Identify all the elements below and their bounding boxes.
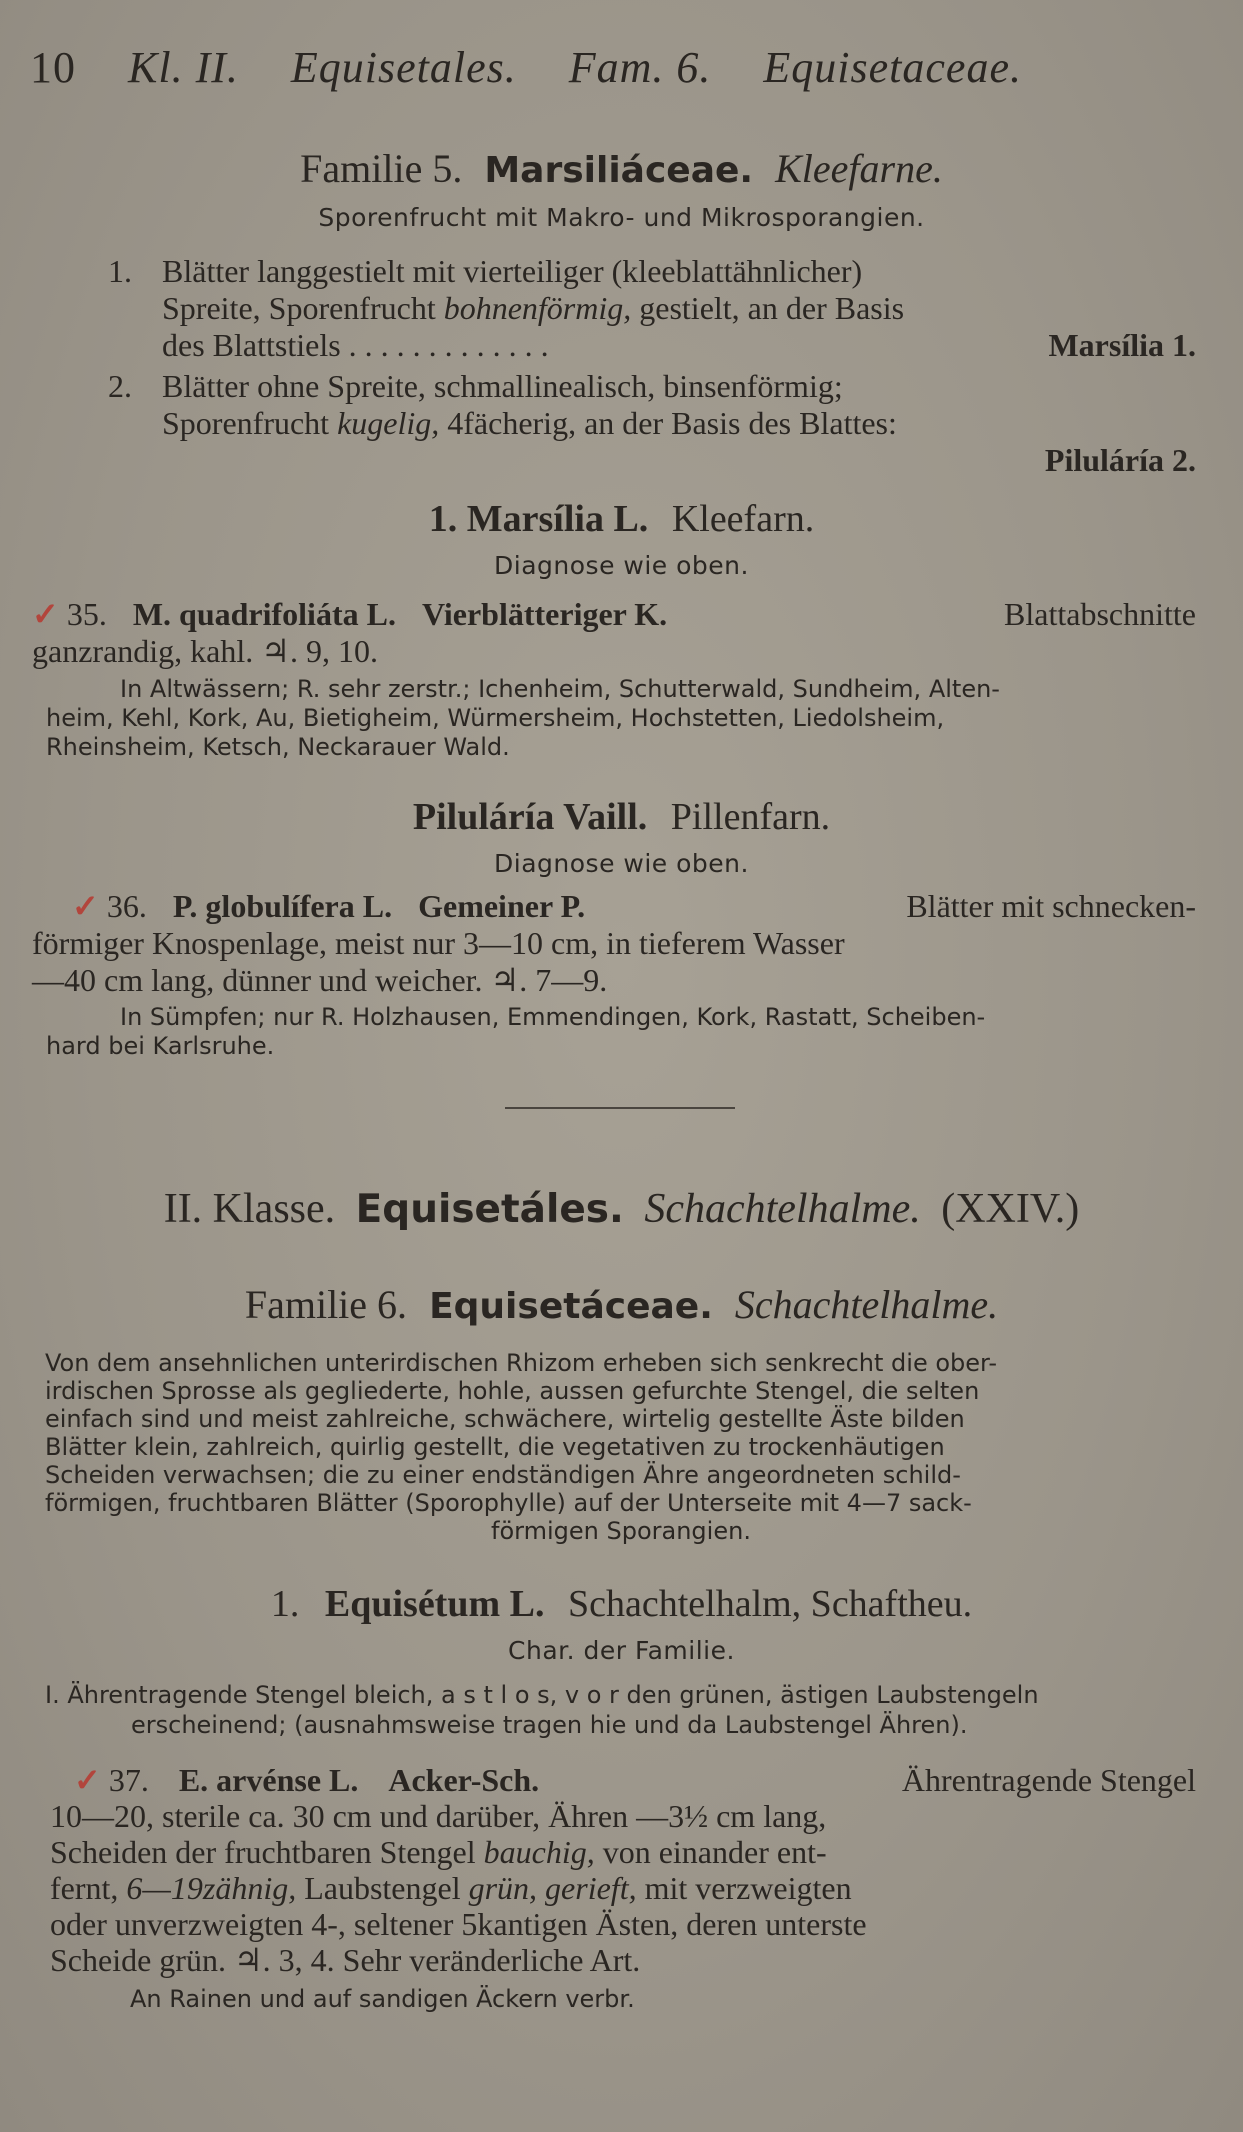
key-line: Blätter ohne Spreite, schmallinealisch, binsenförmig; [162, 368, 843, 404]
key-line: Blätter langgestielt mit vierteiliger (kleeblattähnlicher) [162, 253, 863, 289]
locality-line: Rheinsheim, Ketsch, Neckarauer Wald. [46, 733, 510, 761]
genus-pilularia-heading [0, 795, 1243, 839]
checkmark-icon: ✓ [72, 888, 99, 924]
species-36-localities [32, 1003, 1196, 1061]
species-line: —40 cm lang, dünner und weicher. ♃. 7—9. [32, 962, 608, 998]
locality-line: hard bei Karlsruhe. [46, 1032, 275, 1060]
genus-common: Kleefarn. [671, 498, 815, 540]
locality-line: In Sümpfen; nur R. Holzhausen, Emmendingen, Kork, Rastatt, Scheiben- [120, 1003, 986, 1031]
species-36 [32, 888, 1196, 999]
genus-character: Char. der Familie. [508, 1636, 735, 1665]
species-line: oder unverzweigten 4-, seltener 5kantigen Ästen, deren unterste [50, 1906, 867, 1942]
species-37-locality: An Rainen und auf sandigen Äckern verbr. [130, 1985, 635, 2013]
family-5-common: Kleefarne. [775, 146, 943, 191]
genus-common: Schachtelhalm, Schaftheu. [567, 1583, 973, 1625]
species-line: förmiger Knospenlage, meist nur 3—10 cm, in tieferem Wasser [32, 925, 845, 961]
equisetum-key [45, 1680, 1197, 1740]
key-line: I. Ährentragende Stengel bleich, a s t l o s, v o r den grünen, ästigen Laubstengeln [45, 1681, 1039, 1709]
emphasis: grün, [468, 1870, 538, 1906]
checkmark-icon: ✓ [32, 596, 59, 632]
emphasis: bauchig, [483, 1834, 595, 1870]
species-line: 10—20, sterile ca. 30 cm und darüber, Ähren —3½ cm lang, [50, 1798, 827, 1834]
genus-name: Piluláría Vaill. [412, 796, 648, 838]
species-35 [32, 596, 1196, 670]
emphasis: bohnenförmig, [443, 290, 632, 326]
header-family-name: Equisetaceae. [763, 43, 1022, 92]
class-heading [0, 1185, 1243, 1233]
species-line: ✓ 37. E. arvénse L. Acker-Sch. Ährentragende Stengel [74, 1762, 1196, 1798]
header-family-abbr: Fam. 6. [568, 43, 712, 92]
species-line: ✓ 35. M. quadrifoliáta L. Vierblätteriger K. Blattabschnitte [32, 596, 1196, 632]
key-line: erscheinend; (ausnahmsweise tragen hie und da Laubstengel Ähren). [131, 1711, 968, 1739]
genus-name: 1. Marsília L. [428, 498, 649, 540]
page-number: 10 [30, 43, 76, 92]
species-name: M. quadrifoliáta L. [132, 596, 396, 632]
genus-diagnosis: Diagnose wie oben. [494, 849, 749, 878]
genus-marsilia-heading [0, 497, 1243, 541]
family-5-heading [0, 145, 1243, 192]
species-name: P. globulífera L. [172, 888, 393, 924]
emphasis: 6—19zähnig, [126, 1870, 297, 1906]
species-line: Scheide grün. ♃. 3, 4. Sehr veränderliche Art. [50, 1942, 641, 1978]
species-37 [50, 1762, 1196, 1978]
description-line: einfach sind und meist zahlreiche, schwächere, wirtelig gestellte Äste bilden [45, 1405, 965, 1433]
family-5-name: Marsiliáceae. [484, 150, 754, 191]
genus-number: 1. [270, 1583, 300, 1625]
header-class-abbr: Kl. II. [128, 43, 239, 92]
description-line: irdischen Sprosse als gegliederte, hohle, aussen gefurchte Stengel, die selten [45, 1377, 980, 1405]
locality-line: heim, Kehl, Kork, Au, Bietigheim, Würmersheim, Hochstetten, Liedolsheim, [46, 704, 945, 732]
class-common: Schachtelhalme. [644, 1186, 921, 1232]
species-line: ✓ 36. P. globulífera L. Gemeiner P. Blätter mit schnecken- [72, 888, 1196, 924]
species-number: 37. [108, 1762, 149, 1798]
species-line: ganzrandig, kahl. ♃. 9, 10. [32, 633, 378, 669]
key-item-2 [108, 368, 1196, 479]
description-line: Von dem ansehnlichen unterirdischen Rhizom erheben sich senkrecht die ober- [45, 1349, 998, 1377]
family-6-description [45, 1349, 1197, 1545]
key-result-genus: Piluláría 2. [1044, 442, 1196, 478]
genus-equisetum-heading [0, 1582, 1243, 1626]
key-number: 1. [108, 253, 132, 289]
key-item-1 [108, 253, 1196, 364]
genus-name: Equisétum L. [324, 1583, 545, 1625]
species-35-localities [32, 675, 1196, 762]
species-line: Scheiden der fruchtbaren Stengel bauchig, von einander ent- [50, 1834, 827, 1870]
genus-diagnosis: Diagnose wie oben. [494, 551, 749, 580]
species-name: E. arvénse L. [178, 1762, 359, 1798]
description-line: Scheiden verwachsen; die zu einer endständigen Ähre angeordneten schild- [45, 1461, 961, 1489]
checkmark-icon: ✓ [74, 1762, 101, 1798]
key-line: des Blattstiels . . . . . . . . . . . . . Marsília 1. [162, 327, 1196, 363]
key-line: Sporenfrucht kugelig, 4fächerig, an der Basis des Blattes: [162, 405, 897, 441]
species-common: Acker-Sch. [388, 1762, 540, 1798]
family-6-name: Equisetáceae. [429, 1286, 713, 1327]
emphasis: kugelig, [337, 405, 440, 441]
class-name: Equisetáles. [355, 1187, 624, 1232]
section-divider [505, 1107, 735, 1109]
species-common: Gemeiner P. [418, 888, 586, 924]
emphasis: gerieft, [545, 1870, 637, 1906]
species-number: 35. [66, 596, 107, 632]
family-6-heading [0, 1281, 1243, 1328]
genus-common: Pillenfarn. [670, 796, 831, 838]
family-5-subtitle: Sporenfrucht mit Makro- und Mikrosporangien. [318, 203, 925, 232]
header-class-name: Equisetales. [290, 43, 517, 92]
running-header [30, 42, 1210, 93]
description-line: Blätter klein, zahlreich, quirlig gestellt, die vegetativen zu trockenhäutigen [45, 1433, 945, 1461]
family-6-common: Schachtelhalme. [734, 1282, 999, 1327]
description-line: förmigen Sporangien. [491, 1517, 751, 1545]
species-number: 36. [106, 888, 147, 924]
key-line: Spreite, Sporenfrucht bohnenförmig, gestielt, an der Basis [162, 290, 905, 326]
family-5-prefix: Familie 5. [300, 146, 463, 191]
key-number: 2. [108, 368, 132, 404]
description-line: förmigen, fruchtbaren Blätter (Sporophylle) auf der Unterseite mit 4—7 sack- [45, 1489, 972, 1517]
locality-line: In Altwässern; R. sehr zerstr.; Ichenheim, Schutterwald, Sundheim, Alten- [120, 675, 1000, 703]
key-result-genus: Marsília 1. [1048, 327, 1196, 363]
family-6-prefix: Familie 6. [244, 1282, 408, 1327]
class-roman: (XXIV.) [941, 1186, 1080, 1232]
species-common: Vierblätteriger K. [421, 596, 668, 632]
species-line: fernt, 6—19zähnig, Laubstengel grün, gerieft, mit verzweigten [50, 1870, 852, 1906]
class-prefix: II. Klasse. [163, 1186, 336, 1232]
